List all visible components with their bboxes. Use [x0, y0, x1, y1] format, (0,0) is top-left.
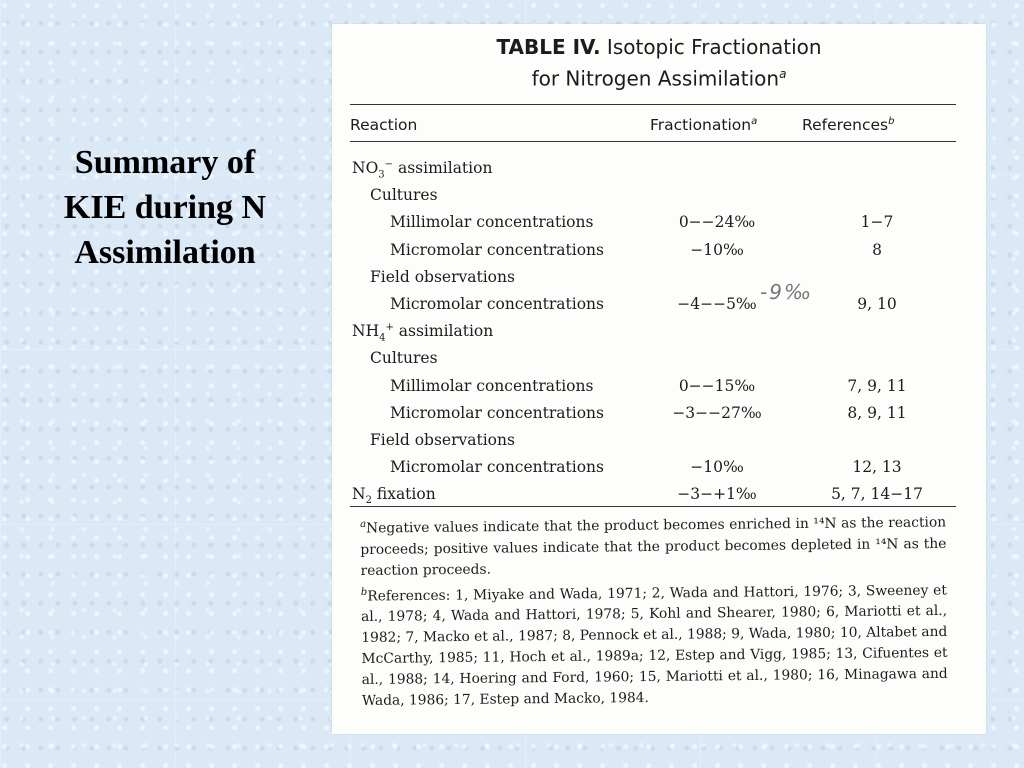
cell-references: 1−7: [860, 213, 894, 232]
cell-reaction: Field observations: [370, 431, 515, 449]
cell-reaction: Micromolar concentrations: [390, 403, 604, 422]
slide-title: [30, 140, 300, 275]
slide-title-line: KIE during N: [63, 189, 267, 226]
cell-reaction: Millimolar concentrations: [390, 376, 594, 395]
table-row: [332, 322, 986, 349]
cell-fractionation: 0−−24‰: [678, 213, 756, 232]
table-label: TABLE IV.: [496, 35, 601, 59]
slide-title-line: Assimilation: [74, 234, 256, 271]
table-row: [332, 431, 986, 458]
table-row: [332, 295, 986, 322]
footnotes: [360, 508, 948, 712]
cell-reaction: Cultures: [370, 186, 438, 205]
scanned-table-image: [332, 24, 986, 734]
column-header-references: References$^b$: [802, 116, 895, 135]
table-title-footnote-mark: a: [779, 67, 787, 81]
slide-title-line: Summary of: [74, 144, 256, 181]
table-row: [332, 186, 986, 213]
cell-reaction: Cultures: [370, 349, 438, 368]
table-title-line2: for Nitrogen Assimilation: [531, 66, 780, 91]
cell-references: 7, 9, 11: [847, 376, 907, 395]
cell-references: 8: [872, 240, 882, 259]
column-header-reaction: Reaction: [350, 116, 418, 134]
table-title-line1: Isotopic Fractionation: [606, 35, 822, 59]
footnote-a: $^a$Negative values indicate that the product becomes enriched in ¹⁴N as the reaction proceeds; positive values indicate that the product becomes depleted in ¹⁴N as the reaction proceeds.: [360, 514, 947, 579]
table-row: [332, 458, 986, 485]
handwritten-annotation: -9‰: [760, 280, 813, 304]
cell-reaction: Field observations: [370, 267, 515, 286]
top-rule: [350, 104, 956, 105]
cell-reaction: $NH_4^+$ assimilation: [352, 322, 494, 344]
table-row: [332, 268, 986, 295]
table-row: [332, 213, 986, 240]
cell-references: 5, 7, 14−17: [831, 485, 923, 504]
cell-fractionation: −10‰: [690, 458, 744, 477]
table-title: [332, 34, 986, 93]
cell-reaction: Micromolar concentrations: [390, 240, 604, 259]
cell-reaction: Millimolar concentrations: [390, 213, 594, 232]
cell-references: 12, 13: [852, 458, 902, 477]
table-row: [332, 377, 986, 404]
bottom-rule: [350, 506, 956, 507]
cell-reaction: Micromolar concentrations: [390, 458, 604, 477]
footnote-b: $^b$References: 1, Miyake and Wada, 1971; 2, Wada and Hattori, 1976; 3, Sweeney et al., 1978; 4, Wada and Hattori, 1978; 5, Kohl and Shearer, 1980; 6, Mariotti et al., 1982; 7, Macko et al., 1987; 8, Pennock et al., 1988; 9, Wada, 1980; 10, Altabet and McCarthy, 1985; 11, Hoch et al., 1989a; 12, Estep and Vigg, 1985; 13, Cifuentes et al., 1988; 14, Hoering and Ford, 1960; 15, Mariotti et al., 1980; 16, Minagawa and Wada, 1986; 17, Estep and Macko, 1984.: [360, 582, 948, 710]
cell-references: 8, 9, 11: [847, 403, 907, 422]
header-rule: [350, 141, 956, 142]
cell-fractionation: −3−+1‰: [677, 485, 757, 504]
table-row: [332, 241, 986, 268]
table-row: [332, 404, 986, 431]
cell-fractionation: −3−−27‰: [672, 403, 762, 422]
cell-fractionation: 0−−15‰: [678, 376, 756, 395]
cell-references: 9, 10: [857, 295, 897, 313]
cell-reaction: Micromolar concentrations: [390, 295, 604, 313]
cell-fractionation: −10‰: [690, 240, 744, 259]
table-row: [332, 349, 986, 376]
table-row: [332, 159, 986, 186]
cell-reaction: $N_2$ fixation: [352, 485, 436, 507]
column-header-fractionation: Fractionation$^a$: [650, 116, 758, 135]
cell-fractionation: −4−−5‰: [677, 295, 757, 313]
cell-reaction: $NO_3^-$ assimilation: [352, 159, 493, 181]
